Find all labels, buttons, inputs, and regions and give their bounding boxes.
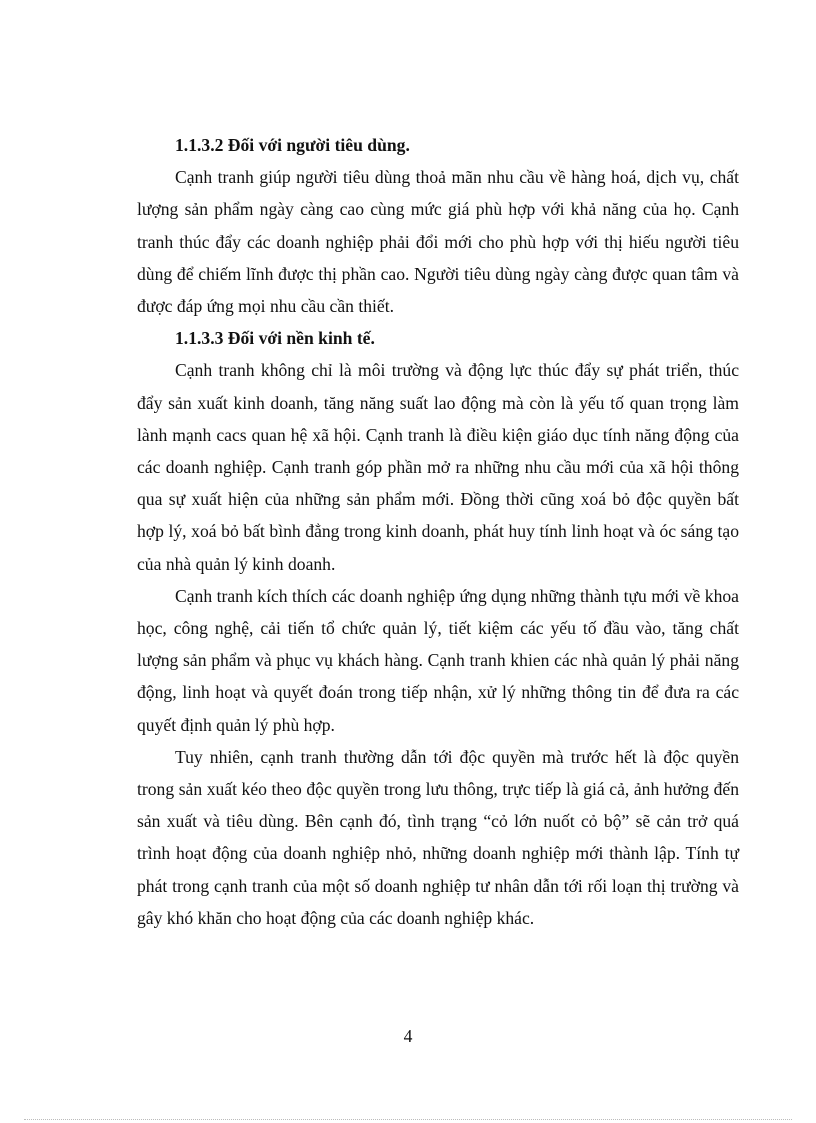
- document-body: [137, 129, 739, 934]
- section-heading-economy: 1.1.3.3 Đối với nền kinh tế.: [175, 328, 375, 349]
- page-number: 4: [403, 1026, 413, 1046]
- paragraph-economy-2: Cạnh tranh kích thích các doanh nghiệp ứng dụng những thành tựu mới về khoa học, công nghệ, cải tiến tổ chức quản lý, tiết kiệm các yếu tố đầu vào, tăng chất lượng sản phẩm và phục vụ khách hàng. Cạnh tranh khien các nhà quản lý phải năng động, linh hoạt và quyết đoán trong tiếp nhận, xử lý những thông tin để đưa ra các quyết định quản lý phù hợp.: [137, 585, 739, 735]
- paragraph-economy-3: Tuy nhiên, cạnh tranh thường dẫn tới độc quyền mà trước hết là độc quyền trong sản xuất kéo theo độc quyền trong lưu thông, trực tiếp là giá cả, ảnh hưởng đến sản xuất và tiêu dùng. Bên cạnh đó, tình trạng “cỏ lớn nuốt cỏ bộ” sẽ cản trở quá trình hoạt động của doanh nghiệp nhỏ, những doanh nghiệp mới thành lập. Tính tự phát trong cạnh tranh của một số doanh nghiệp tư nhân dẫn tới rối loạn thị trường và gây khó khăn cho hoạt động của các doanh nghiệp khác.: [137, 746, 739, 928]
- paragraph-economy-1: Cạnh tranh không chỉ là môi trường và động lực thúc đẩy sự phát triển, thúc đẩy sản xuất kinh doanh, tăng năng suất lao động mà còn là yếu tố quan trọng làm lành mạnh cacs quan hệ xã hội. Cạnh tranh là điều kiện giáo dục tính năng động của các doanh nghiệp. Cạnh tranh góp phần mở ra những nhu cầu mới của xã hội thông qua sự xuất hiện của những sản phẩm mới. Đồng thời cũng xoá bỏ độc quyền bất hợp lý, xoá bỏ bất bình đẳng trong kinh doanh, phát huy tính linh hoạt và óc sáng tạo của nhà quản lý kinh doanh.: [137, 360, 739, 574]
- page-bottom-divider: [24, 1119, 792, 1120]
- section-heading-consumers: 1.1.3.2 Đối với người tiêu dùng.: [175, 135, 410, 155]
- paragraph-consumers: Cạnh tranh giúp người tiêu dùng thoả mãn nhu cầu về hàng hoá, dịch vụ, chất lượng sản phẩm ngày càng cao cùng mức giá phù hợp với khả năng của họ. Cạnh tranh thúc đẩy các doanh nghiệp phải đổi mới cho phù hợp với thị hiếu người tiêu dùng để chiếm lĩnh được thị phần cao. Người tiêu dùng ngày càng được quan tâm và được đáp ứng mọi nhu cầu cần thiết.: [137, 167, 739, 317]
